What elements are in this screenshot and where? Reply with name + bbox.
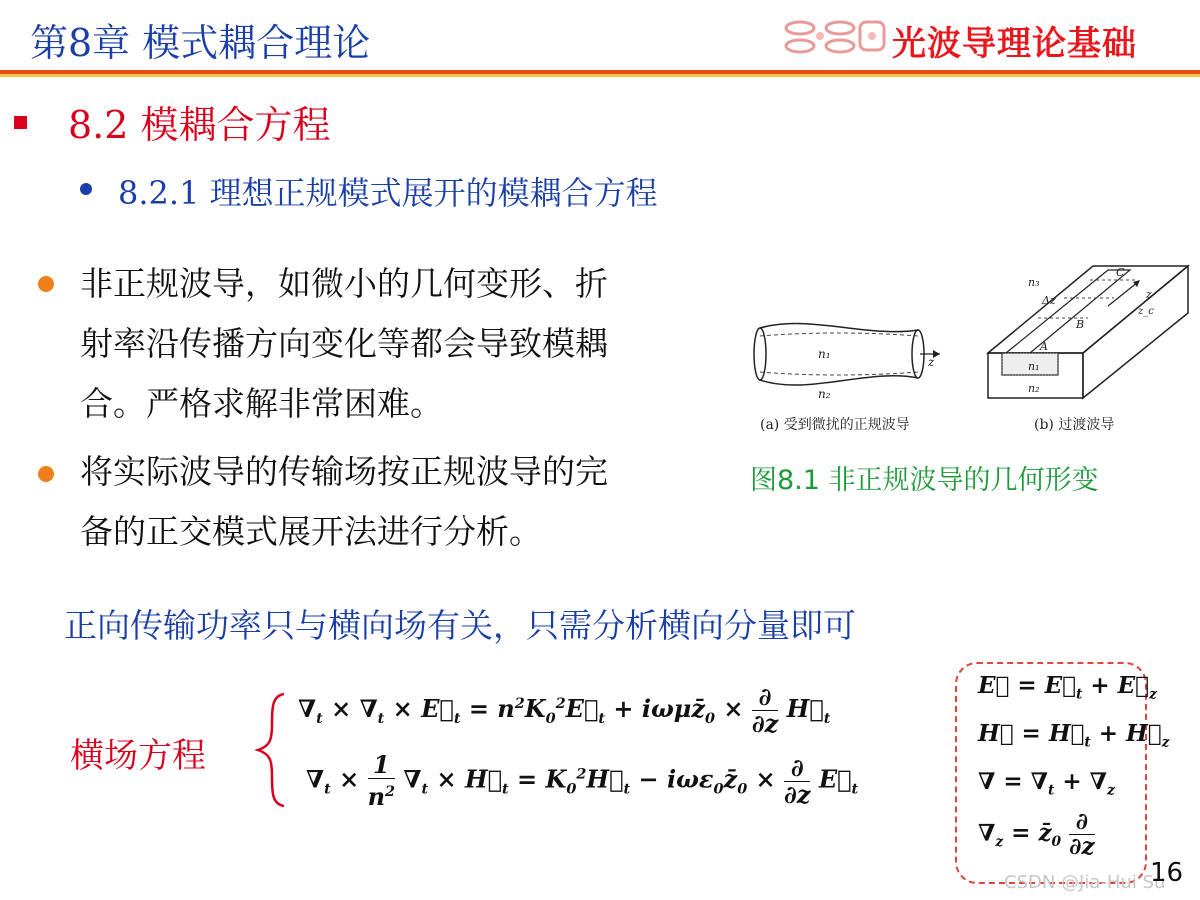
figure-caption: 图8.1 非正规波导的几何形变	[750, 465, 1099, 496]
fig-a-n2-label: n₂	[818, 387, 831, 401]
fig-b-n3-label: n₃	[1028, 276, 1040, 289]
decorative-pattern-icon	[780, 14, 888, 58]
fig-b-a-label: A	[1040, 340, 1048, 353]
figure-b-transition-waveguide	[978, 258, 1198, 408]
bullet-1-line-3: 合。严格求解非常困难。	[80, 384, 443, 423]
decomposition-e: E⃗ = $E⃗_t$ + $E⃗_z$	[978, 672, 1157, 703]
fig-a-z-label: z	[928, 355, 935, 369]
watermark: CSDN @Jia-Hui Su	[1004, 872, 1166, 893]
fig-b-z-label: z	[1146, 288, 1152, 301]
orange-bullet-icon	[38, 466, 54, 482]
equation-curl-e: $\nabla_t \times \nabla_t$ × $E⃗_t$ = $n^2K_0^2E⃗_t$ + $i\omega\mu z̄_0$ × ∂ ∂z $H⃗_t$	[298, 682, 831, 738]
fig-b-b-label: B	[1076, 318, 1085, 331]
bullet-paragraph-1	[80, 254, 608, 434]
orange-bullet-icon	[38, 276, 54, 292]
bullet-2-line-1: 将实际波导的传输场按正规波导的完	[80, 452, 608, 491]
equation-curl-h: $\nabla_t$ × $\frac{1}{n^2}$ $\nabla_t$ × $H⃗_t$ = $K_0^2H⃗_t$ − $i\omega\varepsilon_0z̄_0$ × ∂ ∂z $E⃗_t$	[306, 750, 859, 811]
chapter-title: 第8章 模式耦合理论	[30, 21, 371, 65]
bullet-paragraph-2	[80, 442, 608, 562]
square-bullet-icon	[14, 116, 27, 129]
fig-b-n2-label: n₂	[1028, 382, 1040, 395]
figure-a-caption: (a) 受到微扰的正规波导	[760, 417, 910, 433]
figure-b-caption: (b) 过渡波导	[1034, 417, 1115, 433]
page-number: 16	[1150, 858, 1184, 888]
dot-bullet-icon	[80, 183, 92, 195]
fig-b-c-label: C	[1116, 266, 1125, 279]
subsection-title: 8.2.1 理想正规模式展开的模耦合方程	[118, 174, 658, 212]
bullet-1-line-1: 非正规波导，如微小的几何变形、折	[80, 264, 608, 303]
forward-power-note: 正向传输功率只与横向场有关，只需分析横向分量即可	[64, 606, 856, 645]
course-title: 光波导理论基础	[892, 24, 1137, 64]
section-title: 8.2 模耦合方程	[68, 103, 331, 147]
decomposition-nabla: ∇ = $\nabla_t + \nabla_z$	[978, 768, 1115, 799]
fig-b-dz-label: Δz	[1042, 294, 1056, 307]
bullet-2-line-2: 备的正交模式展开法进行分析。	[80, 512, 542, 551]
decomposition-h: H⃗ = $H⃗_t$ + $H⃗_z$	[978, 720, 1170, 751]
decomposition-nabla-z: $\nabla_z$ = $z̄_0$ ∂ ∂z	[978, 808, 1095, 860]
header-rule-yellow	[0, 74, 1200, 77]
figure-a-perturbed-waveguide	[748, 308, 948, 408]
fig-b-zc-label: z_c	[1138, 306, 1154, 317]
bullet-1-line-2: 射率沿传播方向变化等都会导致模耦	[80, 324, 608, 363]
fig-a-n1-label: n₁	[818, 347, 831, 361]
transverse-equations-label: 横场方程	[70, 736, 206, 776]
fig-b-n1-label: n₁	[1028, 360, 1040, 373]
left-brace-icon	[254, 690, 288, 810]
